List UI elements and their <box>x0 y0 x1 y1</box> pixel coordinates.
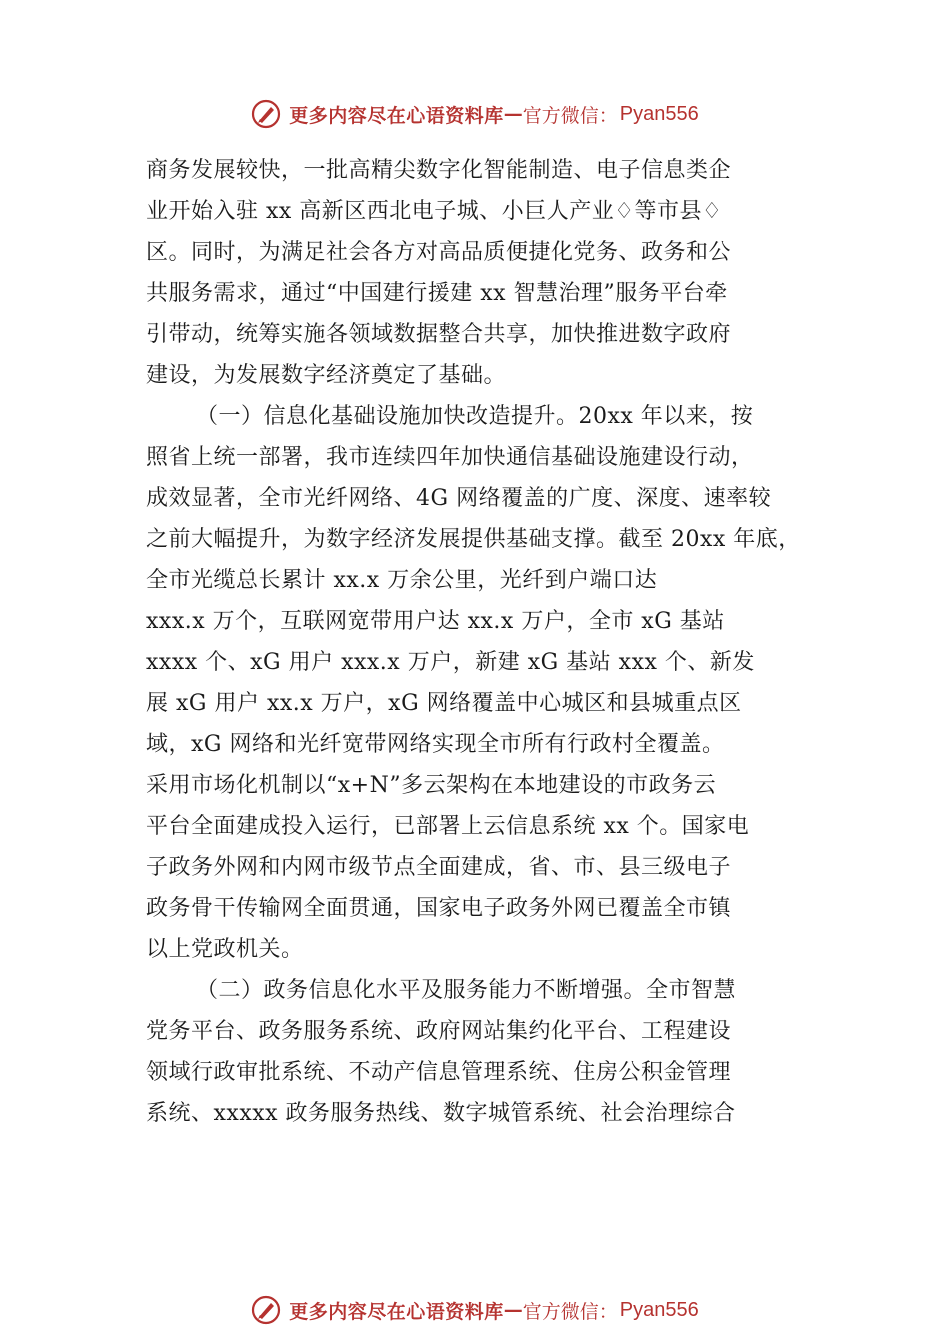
text-line: 之前大幅提升，为数字经济发展提供基础支撑。截至 20xx 年底， <box>146 527 801 552</box>
text-line: xxxx 个、xG 用户 xxx.x 万户，新建 xG 基站 xxx 个、新发 <box>146 650 755 675</box>
text-line: 领域行政审批系统、不动产信息管理系统、住房公积金管理 <box>146 1060 732 1085</box>
text-line: 成效显著，全市光纤网络、4G 网络覆盖的广度、深度、速率较 <box>146 486 772 511</box>
footer-banner <box>0 1290 950 1330</box>
banner-wechat-id: Pyan556 <box>619 102 699 125</box>
banner-title: 更多内容尽在心语资料库 <box>289 1300 504 1323</box>
text-line: 建设，为发展数字经济奠定了基础。 <box>146 363 507 388</box>
text-line: 全市光缆总长累计 xx.x 万余公里，光纤到户端口达 <box>146 568 658 593</box>
text-line: 子政务外网和内网市级节点全面建成，省、市、县三级电子 <box>146 855 732 880</box>
text-line: 区。同时，为满足社会各方对高品质便捷化党务、政务和公 <box>146 240 732 265</box>
banner-official-label: 官方微信： <box>522 104 618 127</box>
text-line: 政务骨干传输网全面贯通，国家电子政务外网已覆盖全市镇 <box>146 896 732 921</box>
text-line: 以上党政机关。 <box>146 937 304 962</box>
text-line: 平台全面建成投入运行，已部署上云信息系统 xx 个。国家电 <box>146 814 750 839</box>
banner-title: 更多内容尽在心语资料库 <box>289 104 504 127</box>
pen-logo-icon <box>251 99 281 129</box>
text-line: 域，xG 网络和光纤宽带网络实现全市所有行政村全覆盖。 <box>146 732 725 757</box>
text-line: 共服务需求，通过“中国建行援建 xx 智慧治理”服务平台牵 <box>146 281 728 306</box>
text-line: 采用市场化机制以“x+N”多云架构在本地建设的市政务云 <box>146 773 717 798</box>
header-banner <box>0 94 950 134</box>
text-line: xxx.x 万个，互联网宽带用户达 xx.x 万户，全市 xG 基站 <box>146 609 725 634</box>
section-heading-line: （一）信息化基础设施加快改造提升。20xx 年以来，按 <box>196 404 754 429</box>
text-line: 党务平台、政务服务系统、政府网站集约化平台、工程建设 <box>146 1019 732 1044</box>
banner-official-label: 官方微信： <box>522 1300 618 1323</box>
text-line: 引带动，统筹实施各领域数据整合共享，加快推进数字政府 <box>146 322 732 347</box>
section-heading-line: （二）政务信息化水平及服务能力不断增强。全市智慧 <box>196 978 737 1003</box>
pen-logo-icon <box>251 1295 281 1325</box>
text-line: 系统、xxxxx 政务服务热线、数字城管系统、社会治理综合 <box>146 1101 736 1126</box>
document-body <box>146 150 836 1134</box>
banner-dash: — <box>503 1299 523 1321</box>
text-line: 业开始入驻 xx 高新区西北电子城、小巨人产业♢等市县♢ <box>146 199 723 224</box>
text-line: 商务发展较快，一批高精尖数字化智能制造、电子信息类企 <box>146 158 732 183</box>
text-line: 照省上统一部署，我市连续四年加快通信基础设施建设行动， <box>146 445 754 470</box>
banner-dash: — <box>503 103 523 125</box>
banner-wechat-id: Pyan556 <box>619 1298 699 1321</box>
text-line: 展 xG 用户 xx.x 万户，xG 网络覆盖中心城区和县城重点区 <box>146 691 742 716</box>
